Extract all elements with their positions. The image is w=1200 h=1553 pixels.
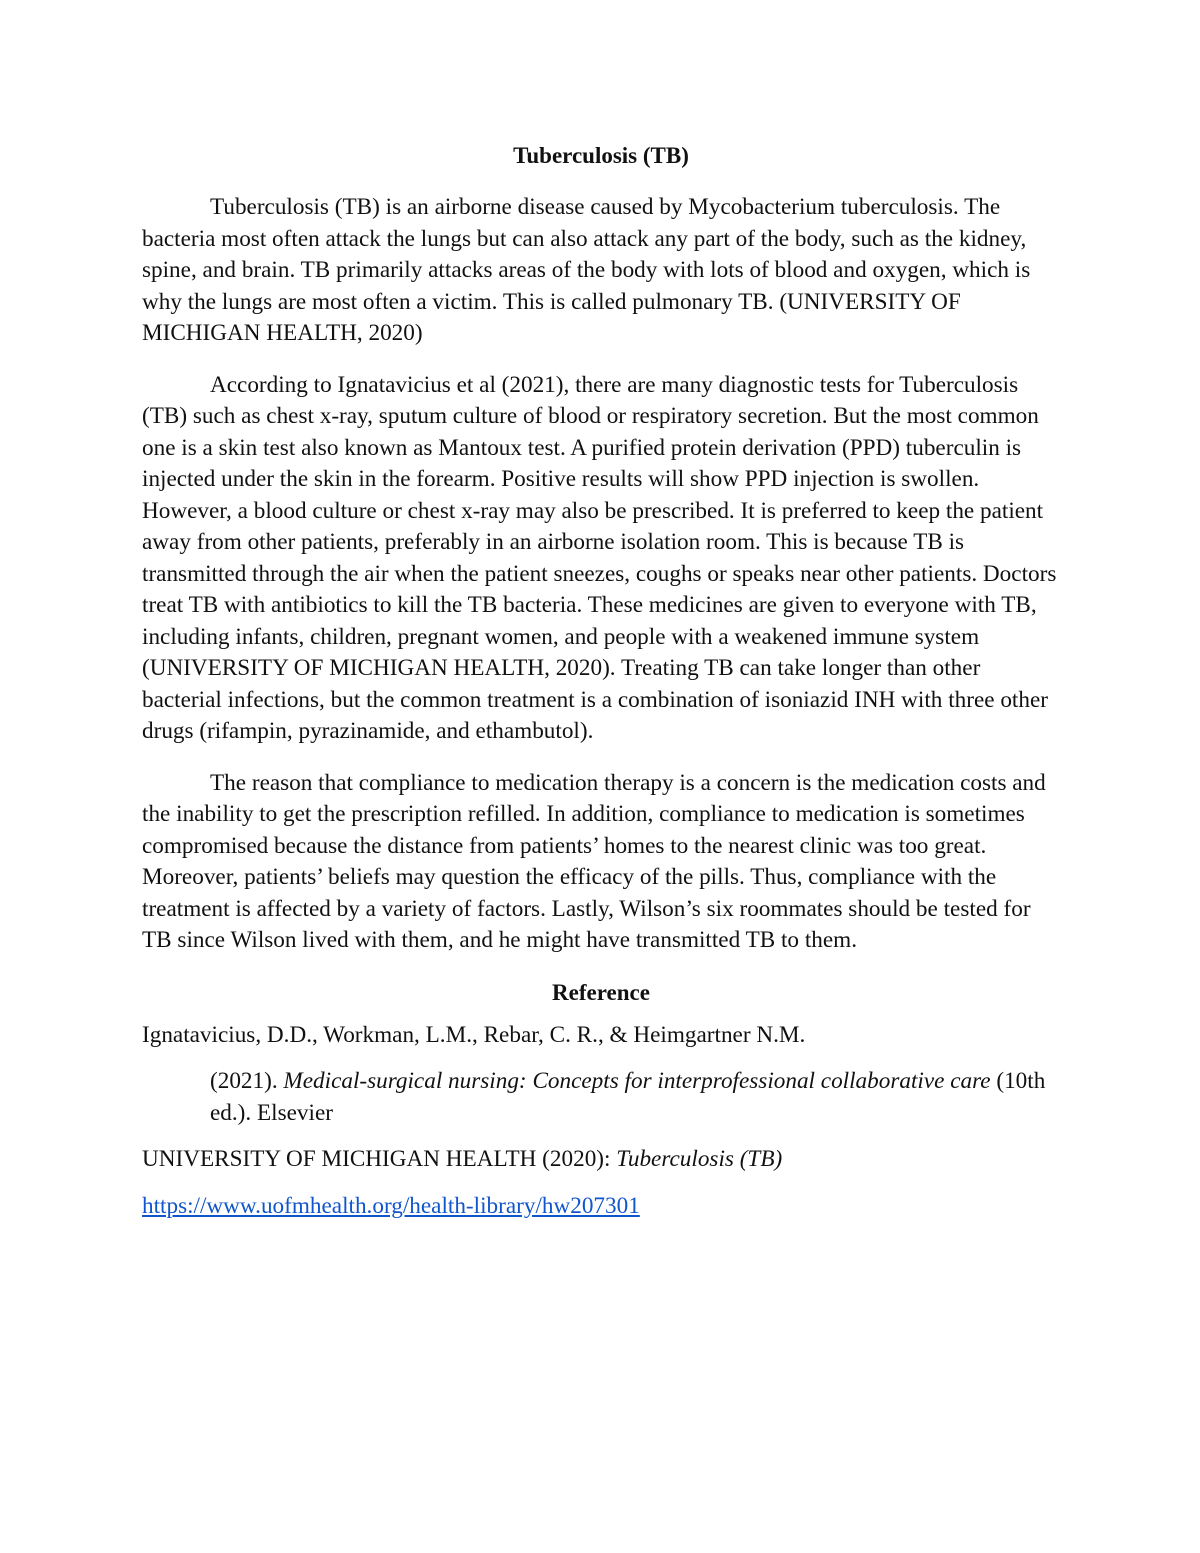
document-body [142, 140, 1060, 1222]
reference-entry-umich [142, 1144, 1060, 1222]
reference-authors: Ignatavicius, D.D., Workman, L.M., Rebar, C. R., & Heimgartner N.M. [142, 1021, 806, 1048]
reference-url-line [142, 1191, 1060, 1223]
reference-entry-ignatavicius [142, 1020, 1060, 1130]
reference-url-link[interactable]: https://www.uofmhealth.org/health-library/hw207301 [142, 1192, 640, 1219]
references-heading: Reference [552, 979, 650, 1005]
reference-details [142, 1066, 1060, 1129]
paragraph-compliance: The reason that compliance to medication therapy is a concern is the medication costs and the inability to get the prescription refilled. In addition, compliance to medication is sometimes compromised because the distance from patients’ homes to the nearest clinic was too great. Moreover, patients’ beliefs may question the efficacy of the pills. Thus, compliance with the treatment is affected by a variety of factors. Lastly, Wilson’s six roommates should be tested for TB since Wilson lived with them, and he might have transmitted TB to them. [142, 769, 1046, 953]
paragraph-diagnosis-treatment: According to Ignatavicius et al (2021), there are many diagnostic tests for Tuberculosis (TB) such as chest x-ray, sputum culture of blood or respiratory secretion. But the most common one is a skin test also known as Mantoux test. A purified protein derivation (PPD) tuberculin is injected under the skin in the forearm. Positive results will show PPD injection is swollen. However, a blood culture or chest x-ray may also be prescribed. It is preferred to keep the patient away from other patients, preferably in an airborne isolation room. This is because TB is transmitted through the air when the patient sneezes, coughs or speaks near other patients. Doctors treat TB with antibiotics to kill the TB bacteria. These medicines are given to everyone with TB, including infants, children, pregnant women, and people with a weakened immune system (UNIVERSITY OF MICHIGAN HEALTH, 2020). Treating TB can take longer than other bacterial infections, but the common treatment is a combination of isoniazid INH with three other drugs (rifampin, pyrazinamide, and ethambutol). [142, 371, 1057, 744]
reference-page-title: Tuberculosis (TB) [616, 1146, 783, 1172]
reference-source: UNIVERSITY OF MICHIGAN HEALTH (2020): [142, 1146, 617, 1172]
reference-edition-publisher: (10th ed.). Elsevier [210, 1068, 1046, 1126]
reference-book-title: Medical-surgical nursing: Concepts for interprofessional collaborative care [283, 1068, 991, 1094]
reference-year: (2021). [210, 1068, 284, 1094]
paragraph-introduction: Tuberculosis (TB) is an airborne disease caused by Mycobacterium tuberculosis. The bacteria most often attack the lungs but can also attack any part of the body, such as the kidney, spine, and brain. TB primarily attacks areas of the body with lots of blood and oxygen, which is why the lungs are most often a victim. This is called pulmonary TB. (UNIVERSITY OF MICHIGAN HEALTH, 2020) [142, 194, 1031, 346]
reference-source-line [142, 1144, 1060, 1176]
document-title: Tuberculosis (TB) [513, 143, 689, 168]
